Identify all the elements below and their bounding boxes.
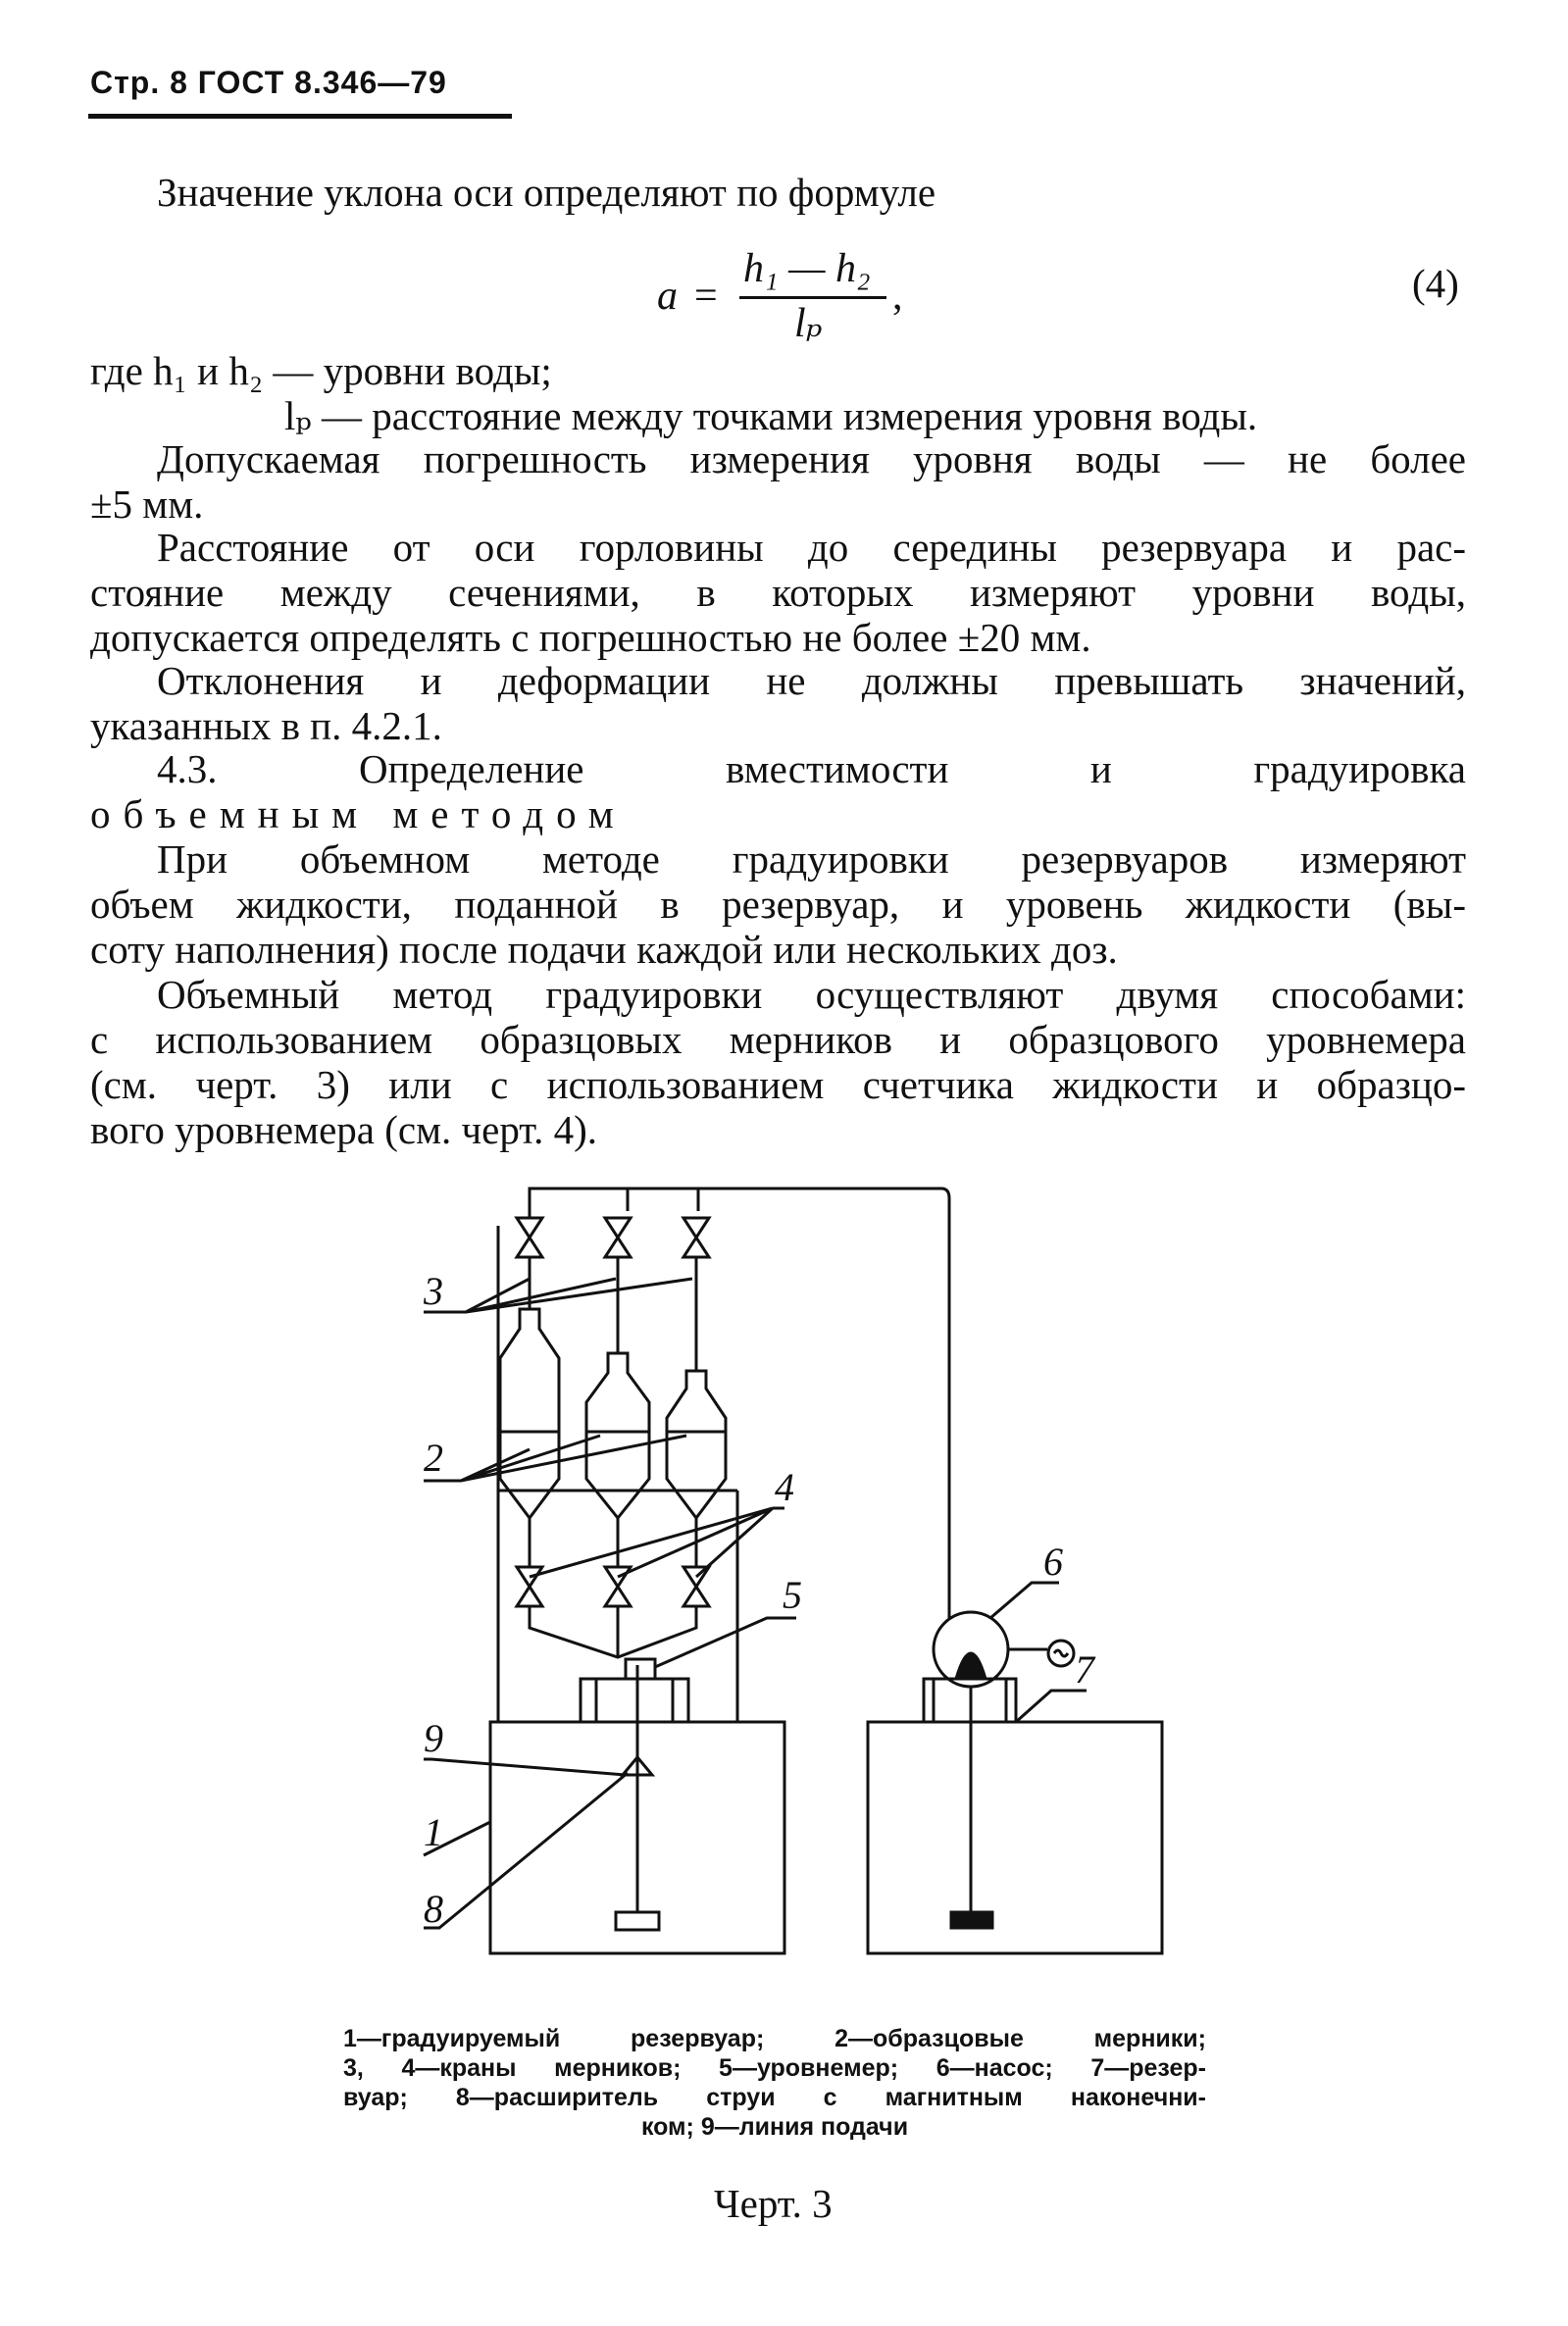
leader-9 (424, 1759, 626, 1775)
formula-eq: = (694, 274, 718, 319)
section-heading-line-2: объемным методом (90, 791, 627, 836)
caption-line: ком; 9—линия подачи (640, 2113, 909, 2141)
para-line: При объемном методе градуировки резервуаров измеряют (157, 836, 1466, 882)
para-line: допускается определять с погрешностью не более ±20 мм. (90, 615, 1091, 660)
para-line: указанных в п. 4.2.1. (90, 703, 442, 748)
para-line: ±5 мм. (90, 481, 204, 527)
leader-3 (424, 1279, 692, 1312)
leader-2 (424, 1436, 686, 1481)
para-line: объем жидкости, поданной в резервуар, и уровень жидкости (вы- (90, 882, 1466, 927)
header-pipe (628, 1188, 698, 1211)
intro-line: Значение уклона оси определяют по формуле (157, 170, 936, 215)
label-1: 1 (424, 1810, 443, 1854)
tank-2 (868, 1722, 1162, 1953)
label-8: 8 (424, 1887, 443, 1931)
page-header: Стр. 8 ГОСТ 8.346—79 (90, 65, 447, 100)
leader-8 (424, 1773, 628, 1928)
formula-comma: , (892, 274, 903, 319)
tank-1-neck (581, 1679, 688, 1722)
para-line: стояние между сечениями, в которых измеряют уровни воды, (90, 570, 1466, 615)
caption-line: 1—градуируемый резервуар; 2—образцовые мерники; (343, 2025, 1206, 2052)
caption-line: 3, 4—краны мерников; 5—уровнемер; 6—насос; 7—резер- (343, 2054, 1206, 2082)
valve-bottom-3 (683, 1567, 709, 1606)
caption-line: вуар; 8—расширитель струи с магнитным наконечни- (343, 2084, 1206, 2111)
section-heading-line-1: 4.3. Определение вместимости и градуировка (157, 746, 1466, 791)
figure-title: Черт. 3 (714, 2181, 833, 2226)
para-line: Отклонения и деформации не должны превышать значений, (157, 658, 1466, 703)
label-4: 4 (775, 1465, 794, 1509)
valve-top-2 (605, 1218, 631, 1353)
formula-numerator: h₁ — h₂ (743, 246, 871, 291)
label-6: 6 (1043, 1540, 1063, 1584)
label-9: 9 (424, 1716, 443, 1760)
magnetic-tip (616, 1912, 659, 1930)
where-line-1: где h₁ и h₂ — уровни воды; (90, 348, 552, 393)
valve-top-3 (683, 1218, 709, 1371)
feed-line (530, 1188, 949, 1618)
leader-4 (530, 1508, 784, 1577)
para-line: Расстояние от оси горловины до середины резервуара и рас- (157, 525, 1466, 570)
para-line: соту наполнения) после подачи каждой или нескольких доз. (90, 927, 1118, 972)
leader-7 (1016, 1691, 1087, 1722)
para-line: вого уровнемера (см. черт. 4). (90, 1107, 598, 1152)
level-gauge (626, 1659, 655, 1679)
vessel-1 (500, 1309, 559, 1518)
formula-lhs: a (657, 274, 678, 319)
collector (530, 1606, 696, 1657)
tank-2-bottom-tip (951, 1912, 992, 1928)
vessel-3 (667, 1371, 726, 1518)
label-2: 2 (424, 1436, 443, 1480)
formula-number: (4) (1412, 261, 1459, 306)
leader-5 (655, 1618, 796, 1667)
leader-6 (990, 1583, 1059, 1618)
formula-denominator: lₚ (794, 301, 823, 346)
para-line: Объемный метод градуировки осуществляют двумя способами: (157, 972, 1466, 1017)
label-5: 5 (783, 1573, 802, 1617)
para-line: с использованием образцовых мерников и образцового уровнемера (90, 1017, 1466, 1062)
label-7: 7 (1075, 1647, 1094, 1692)
para-line: (см. черт. 3) или с использованием счетчика жидкости и образцо- (90, 1062, 1466, 1107)
label-3: 3 (424, 1269, 443, 1313)
where-line-2: lₚ — расстояние между точками измерения уровня воды. (284, 393, 1258, 438)
para-line: Допускаемая погрешность измерения уровня воды — не более (157, 436, 1466, 481)
